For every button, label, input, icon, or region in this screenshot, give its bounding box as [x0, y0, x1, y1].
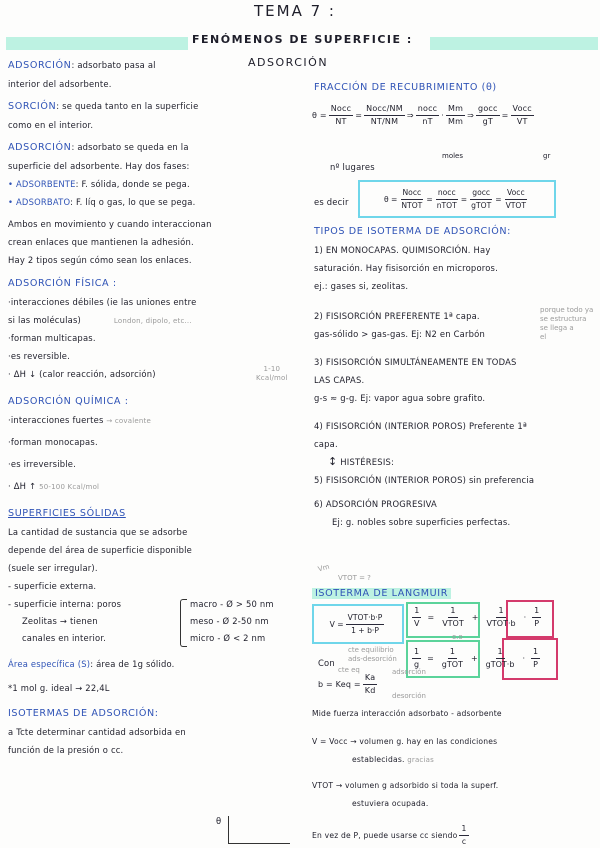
box-theta: θ =: [383, 194, 398, 204]
title-highlight-right: [430, 37, 598, 50]
micro-line: micro - Ø < 2 nm: [190, 633, 266, 643]
frac-2: $\frac{\text{Nocc/NM}}{NT/NM}$: [366, 104, 403, 126]
theta-equation: θ = $\frac{\text{Nocc}}{NT}$ = $\frac{\text{Nocc/NM}}{NT/NM}$ ⇒ $\frac{\text{nocc}}{nT}$ · $\frac{Mm}{Mm}$ ⇒ $\frac{\text{gocc}}{gT}$ = $\frac{\text{Vocc}}{VT}$: [312, 104, 532, 126]
theta-summary-box: θ = $\frac{\text{Nocc}}{\text{NTOT}}$ = $\frac{\text{nocc}}{\text{nTOT}}$ = $\frac{\text{gocc}}{\text{gTOT}}$ = $\frac{\text{Vocc}}{\text{VTOT}}$: [358, 180, 556, 218]
langmuir-frac: $\frac{\text{VTOT·b·P}}{1 + b\cdot P}$: [347, 612, 383, 635]
tipo-4-b: capa.: [314, 439, 338, 449]
frac-4: $\frac{Mm}{Mm}$: [448, 104, 464, 126]
ambos-line-3: Hay 2 tipos según cómo sean los enlaces.: [8, 255, 192, 265]
ambos-line-2: crean enlaces que mantienen la adhesión.: [8, 237, 194, 247]
isotermas-line-1: a Tcte determinar cantidad adsorbida en: [8, 727, 186, 737]
sub-title: ADSORCIÓN: [248, 56, 329, 69]
tipos-heading: TIPOS DE ISOTERMA DE ADSORCIÓN:: [314, 226, 511, 237]
adsorcion-line-2: interior del adsorbente.: [8, 79, 112, 89]
quimica-item-4: · ΔH ↑ 50-100 Kcal/mol: [8, 481, 100, 491]
zeolitas-line-2: canales en interior.: [22, 633, 107, 643]
con-label: Con: [318, 658, 335, 668]
vocc-line-2: establecidas. gracias: [352, 755, 434, 764]
area-def: : área de 1g sólido.: [90, 659, 175, 669]
tipo-3-a: 3) FISISORCIÓN SIMULTÁNEAMENTE EN TODAS: [314, 357, 517, 367]
title-highlight-left: [6, 37, 188, 50]
adsorbato-line: [8, 193, 298, 211]
adsorcion2-def: : adsorbato se queda en la: [71, 142, 189, 152]
b-equation: b = Keq = $\frac{Ka}{Kd}$: [318, 673, 376, 695]
langmuir-notes: [312, 705, 600, 848]
box-frac-4: $\frac{\text{Vocc}}{\text{VTOT}}$: [505, 187, 527, 210]
adsorcion-line-1: [8, 56, 298, 75]
tipo-3-b: LAS CAPAS.: [314, 375, 365, 385]
fisica-item-2: si las moléculas) London, dipolo, etc...: [8, 315, 192, 325]
axis-x-line: [228, 843, 290, 844]
frac-3: $\frac{\text{nocc}}{nT}$: [417, 104, 438, 126]
adsorbente-def: : F. sólida, donde se pega.: [75, 179, 190, 189]
quimica-heading: ADSORCIÓN QUÍMICA :: [8, 396, 129, 407]
left-column: [8, 56, 298, 759]
fisica-item-3: ·forman multicapas.: [8, 333, 96, 343]
poros-block: [8, 595, 298, 649]
vtot-question-note: VTOT = ?: [338, 574, 371, 582]
vtot-line-1: VTOT → volumen g adsorbido si toda la superf.: [312, 781, 499, 790]
linear-eq-1: $\frac{1}{V}$ = $\frac{1}{\text{VTOT}}$ + $\frac{1}{\text{VTOT·b}}$ · $\frac{1}{P}$: [414, 606, 540, 628]
adsorbente-line: [8, 175, 298, 193]
desorcion-note: desorción: [392, 692, 426, 700]
adsorbato-term: • ADSORBATO: [8, 197, 71, 207]
mide-line: Mide fuerza interacción adsorbato - adsorbente: [312, 709, 502, 718]
adsorcion2-line-2: superficie del adsorbente. Hay dos fases:: [8, 161, 190, 171]
fisica-item-4: ·es reversible.: [8, 351, 70, 361]
histeresis-line: ↕ HISTÉRESIS:: [328, 455, 395, 468]
main-title: FENÓMENOS DE SUPERFICIE :: [192, 33, 413, 46]
fisica-heading: ADSORCIÓN FÍSICA :: [8, 278, 117, 289]
solidas-line-1: La cantidad de sustancia que se adsorbe: [8, 527, 188, 537]
tipo-1-a: 1) EN MONOCAPAS. QUIMISORCIÓN. Hay: [314, 245, 491, 255]
tipo-1-c: ej.: gases si, zeolitas.: [314, 281, 409, 291]
isotermas-line-2: función de la presión o cc.: [8, 745, 124, 755]
pore-brace: [180, 599, 187, 647]
es-decir-label: es decir: [314, 197, 349, 207]
vtot-line-2: estuviera ocupada.: [352, 799, 429, 808]
macro-line: macro - Ø > 50 nm: [190, 599, 274, 609]
theta-symbol: θ =: [312, 110, 327, 120]
adsorbato-def: : F. líq o gas, lo que se pega.: [70, 197, 196, 207]
vocc-line-1: V = Vocc → volumen g. hay en las condiciones: [312, 737, 498, 746]
interna-line: - superficie interna: poros: [8, 599, 122, 609]
cte-eq-note: cte eq: [338, 666, 360, 674]
solidas-line-3: (suele ser irregular).: [8, 563, 98, 573]
adsorcion-term: ADSORCIÓN: [8, 60, 72, 71]
last-frac: $\frac{1}{c}$: [461, 824, 467, 846]
axis-theta-label: θ: [216, 816, 222, 826]
box-frac-2: $\frac{\text{nocc}}{\text{nTOT}}$: [436, 187, 457, 210]
ambos-line-1: Ambos en movimiento y cuando interaccionan: [8, 219, 212, 229]
tipos-section: [314, 223, 600, 531]
tipo-1-b: saturación. Hay fisisorción en microporos.: [314, 263, 498, 273]
isotermas-heading: ISOTERMAS DE ADSORCIÓN:: [8, 708, 159, 719]
sorcion-term: SORCIÓN: [8, 101, 57, 112]
tema-title: TEMA 7 :: [254, 2, 336, 20]
quimica-item-2: ·forman monocapas.: [8, 437, 98, 447]
box-frac-1: $\frac{\text{Nocc}}{\text{NTOT}}$: [401, 187, 423, 210]
fisica-note: London, dipolo, etc...: [113, 317, 192, 325]
gr-label: gr: [543, 152, 551, 160]
const-note: cte equilibrio ads-desorción: [348, 646, 397, 663]
adsorbente-term: • ADSORBENTE: [8, 179, 76, 189]
fraccion-heading: FRACCIÓN DE RECUBRIMIENTO (θ): [314, 82, 497, 93]
vtot-side-note: Vm: [317, 562, 331, 574]
langmuir-heading: ISOTERMA DE LANGMUIR: [312, 588, 451, 599]
axis-y-line: [228, 816, 229, 844]
langmuir-equation-box: V = $\frac{\text{VTOT·b·P}}{1 + b\cdot P}$: [312, 604, 404, 644]
externa-line: - superficie externa.: [8, 581, 97, 591]
tipo-3-c: g-s ≈ g-g. Ej: vapor agua sobre grafito.: [314, 393, 486, 403]
zeolitas-line-1: Zeolitas → tienen: [22, 616, 98, 626]
sorcion-line-1: [8, 97, 298, 116]
tipo-2-b: gas-sólido > gas-gas. Ej: N2 en Carbón: [314, 329, 485, 339]
moles-label: moles: [442, 152, 463, 160]
area-line: [8, 655, 298, 673]
frac-5: $\frac{\text{gocc}}{gT}$: [478, 104, 498, 126]
tipo-6: 6) ADSORCIÓN PROGRESIVA: [314, 499, 437, 509]
quimica-note: → covalente: [106, 417, 151, 425]
last-line: En vez de P, puede usarse cc siendo $\frac{1}{c}$: [312, 824, 467, 846]
tipo-4-a: 4) FISISORCIÓN (INTERIOR POROS) Preferente 1ª: [314, 421, 528, 431]
area-term: Área específica (S): [8, 659, 91, 669]
fisica-item-1: ·interacciones débiles (ie las uniones entre: [8, 297, 197, 307]
mol-line: *1 mol g. ideal → 22,4L: [8, 683, 110, 693]
sorcion-def: : se queda tanto en la superficie: [56, 101, 199, 111]
tipo-6-b: Ej: g. nobles sobre superficies perfectas.: [332, 517, 511, 527]
adsorcion2-term: ADSORCIÓN: [8, 142, 72, 153]
quimica-item-3: ·es irreversible.: [8, 459, 76, 469]
linear-forms-box: [404, 596, 584, 678]
quimica-item-1: ·interacciones fuertes → covalente: [8, 415, 151, 425]
tipo-2-side-note: porque todo ya se estructura se llega a el: [540, 306, 594, 341]
ka-kd-notes: adsorción: [392, 668, 426, 676]
linear-eq-2: $\frac{1}{g}$ = $\frac{1}{\text{gTOT}}$ + $\frac{1}{\text{gTOT·b}}$ · $\frac{1}{P}$: [414, 647, 539, 669]
tipo-5: 5) FISISORCIÓN (INTERIOR POROS) sin preferencia: [314, 475, 535, 485]
adsorcion2-line-1: [8, 138, 298, 157]
adsorcion-def: : adsorbato pasa al: [71, 60, 156, 70]
solidas-line-2: depende del área de superficie disponible: [8, 545, 192, 555]
lugares-label: nº lugares: [330, 162, 375, 172]
meso-line: meso - Ø 2-50 nm: [190, 616, 269, 626]
tipo-2-a: 2) FISISORCIÓN PREFERENTE 1ª capa.: [314, 311, 480, 321]
box-frac-3: $\frac{\text{gocc}}{\text{gTOT}}$: [471, 187, 492, 210]
oo-label: o.o: [452, 633, 463, 641]
frac-6: $\frac{\text{Vocc}}{VT}$: [512, 104, 532, 126]
frac-1: $\frac{\text{Nocc}}{NT}$: [330, 104, 352, 126]
quimica-dh-note: 50-100 Kcal/mol: [39, 483, 100, 491]
fisica-dh-note: 1-10 Kcal/mol: [256, 365, 288, 382]
sorcion-line-2: como en el interior.: [8, 120, 94, 130]
solidas-heading: SUPERFICIES SÓLIDAS: [8, 508, 126, 519]
fisica-item-5: · ΔH ↓ (calor reacción, adsorción) 1-10 Kcal/mol: [8, 365, 288, 382]
